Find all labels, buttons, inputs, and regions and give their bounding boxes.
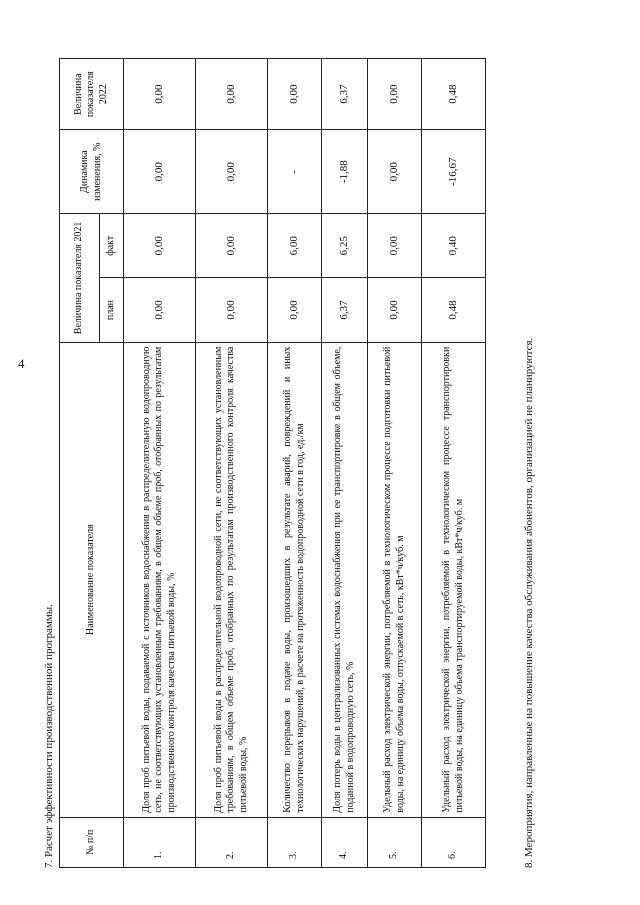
row-fact: 0,00 <box>124 214 196 278</box>
row-name: Количество перерывов в подаче воды, произошедших в результате аварий, повреждений и иных технологических нарушений, в расчете на протяженность водопроводной сети в год, ед./км <box>268 342 322 817</box>
header-plan: план <box>100 278 124 342</box>
table-row <box>322 59 368 868</box>
table-row <box>268 59 322 868</box>
header-value-2021: Величина показателя 2021 <box>60 214 100 343</box>
row-plan: 0,00 <box>368 278 422 342</box>
row-plan: 0,00 <box>196 278 268 342</box>
row-fact: 6,25 <box>322 214 368 278</box>
table-row <box>368 59 422 868</box>
table-row <box>196 59 268 868</box>
row-name: Доля потерь воды в централизованных системах водоснабжения при ее транспортировке в общем объеме, поданной в водопроводную сеть, % <box>322 342 368 817</box>
row-num: 6. <box>422 817 486 867</box>
page-number: 4 <box>18 356 25 371</box>
table-row <box>422 59 486 868</box>
row-name: Удельный расход электрической энергии, потребляемой в технологическом процессе транспортировки питьевой воды, на единицу объема транспортируемой воды, кВт*ч/куб. м <box>422 342 486 817</box>
row-name: Удельный расход электрической энергии, потребляемой в технологическом процессе подготовки питьевой воды, на единицу объема воды, отпускаемой в сеть, кВт*ч/куб. м <box>368 342 422 817</box>
row-value-2022: 0,48 <box>422 59 486 130</box>
row-value-2022: 0,00 <box>368 59 422 130</box>
row-value-2022: 0,00 <box>124 59 196 130</box>
row-fact: 0,00 <box>368 214 422 278</box>
row-value-2022: 0,00 <box>268 59 322 130</box>
row-name: Доля проб питьевой воды в распределительной водопроводной сети, не соответствующих установленным требованиям, в общем объеме проб, отобранных по результатам производственного контроля качества питьевой воды, % <box>196 342 268 817</box>
row-num: 2. <box>196 817 268 867</box>
row-fact: 0,00 <box>196 214 268 278</box>
row-num: 1. <box>124 817 196 867</box>
section-8-text: 8. Мероприятия, направленные на повышение качества обслуживания абонентов, организацией не планируются. <box>523 337 535 868</box>
row-dynamics: - <box>268 130 322 214</box>
row-plan: 6,37 <box>322 278 368 342</box>
row-fact: 0,40 <box>422 214 486 278</box>
row-num: 5. <box>368 817 422 867</box>
row-value-2022: 0,00 <box>196 59 268 130</box>
efficiency-table <box>59 58 486 868</box>
row-value-2022: 6,37 <box>322 59 368 130</box>
row-dynamics: -16,67 <box>422 130 486 214</box>
row-num: 4. <box>322 817 368 867</box>
header-name: Наименование показателя <box>60 342 124 817</box>
row-dynamics: 0,00 <box>196 130 268 214</box>
row-dynamics: 0,00 <box>368 130 422 214</box>
row-plan: 0,00 <box>124 278 196 342</box>
row-dynamics: 0,00 <box>124 130 196 214</box>
table-row <box>124 59 196 868</box>
header-num: № п/п <box>60 817 124 867</box>
row-dynamics: -1,88 <box>322 130 368 214</box>
section-7-title: 7. Расчет эффективности производственной программы. <box>43 604 55 868</box>
row-name: Доля проб питьевой воды, подаваемой с источников водоснабжения в распределительную водопроводную сеть, не соответствующих установленным требованиям, в общем объеме проб, отобранных по результатам производственного контроля качества питьевой воды, % <box>124 342 196 817</box>
header-fact: факт <box>100 214 124 278</box>
header-value-2022: Величина показателя 2022 <box>60 59 124 130</box>
row-fact: 6,00 <box>268 214 322 278</box>
row-plan: 0,00 <box>268 278 322 342</box>
row-plan: 0,48 <box>422 278 486 342</box>
header-dynamics: Динамика изменения, % <box>60 130 124 214</box>
row-num: 3. <box>268 817 322 867</box>
